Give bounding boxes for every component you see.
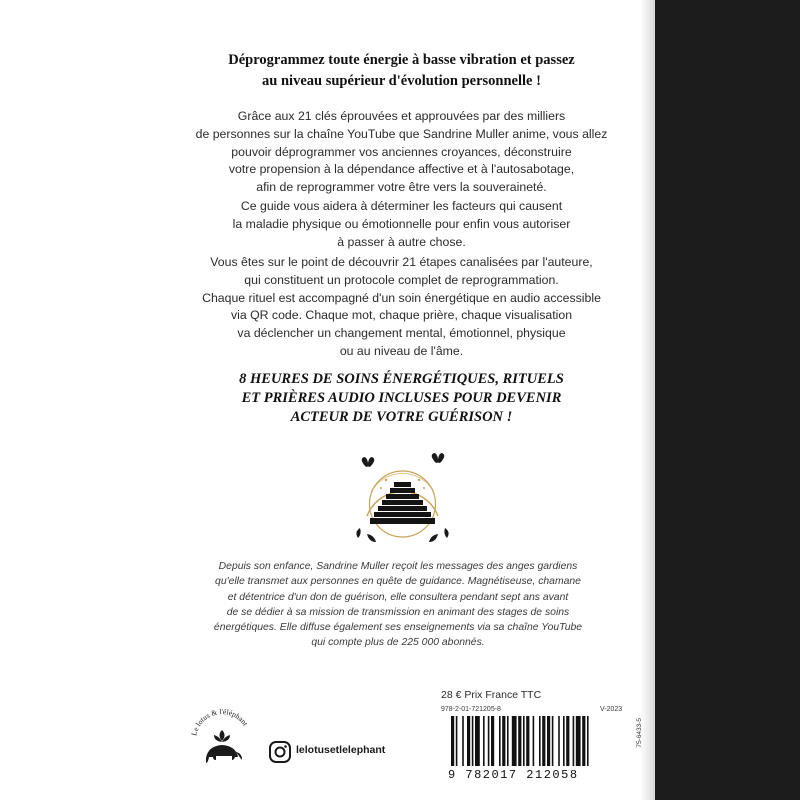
barcode-bar <box>573 716 575 766</box>
audio-callout <box>148 370 655 427</box>
isbn-text: 978-2-01-721205-8 <box>441 706 501 713</box>
barcode-bar <box>512 716 517 766</box>
bio-line: Depuis son enfance, Sandrine Muller reçoit les messages des anges gardiens <box>218 561 578 572</box>
bio-line: et détentrice d'un don de guérison, elle consultera pendant sept ans avant <box>227 591 569 603</box>
barcode-bar <box>502 716 505 766</box>
version-text: V-2023 <box>600 706 623 713</box>
barcode-bar <box>475 716 480 766</box>
book-spine <box>655 0 800 800</box>
barcode-bar <box>552 716 554 766</box>
headline <box>148 50 655 92</box>
text-line: Ce guide vous aidera à déterminer les facteurs qui causent <box>240 199 563 213</box>
barcode-bar <box>526 716 529 766</box>
bio-line: de se dédier à sa mission de transmission en animant des stages de soins <box>226 606 570 618</box>
text-line: pouvoir déprogrammer vos anciennes croyances, déconstruire <box>231 144 572 159</box>
headline-line: Déprogrammez toute énergie à basse vibration et passez <box>228 52 575 68</box>
barcode-bar <box>576 716 581 766</box>
leaf-branch <box>356 528 448 542</box>
barcode-bar <box>533 716 535 766</box>
text-line: afin de reprogrammer votre être vers la souveraineté. <box>256 180 547 195</box>
text-line: la maladie physique ou émotionnelle pour enfin vous autoriser <box>232 216 571 231</box>
barcode-bar <box>472 716 474 766</box>
barcode-bar <box>507 716 509 766</box>
text-line: Chaque rituel est accompagné d'un soin énergétique en audio accessible <box>202 290 601 305</box>
barcode-bar <box>542 716 545 766</box>
barcode-bar <box>456 716 458 766</box>
stairs <box>370 482 435 524</box>
barcode-bar <box>558 716 560 766</box>
text-line: Vous êtes sur le point de découvrir 21 étapes canalisées par l'auteure, <box>210 255 593 269</box>
instagram-handle: lelotusetlelephant <box>296 744 386 756</box>
callout-line: 8 HEURES DE SOINS ÉNERGÉTIQUES, RITUELS <box>239 371 564 387</box>
text-line: à passer à autre chose. <box>337 234 466 249</box>
stairs-emblem-icon <box>335 448 470 553</box>
price-label: 28 € Prix France TTC <box>441 689 542 701</box>
text-line: votre propension à la dépendance affective et à l'autosabotage, <box>228 162 575 177</box>
barcode-bar <box>499 716 501 766</box>
bio-line: qu'elle transmet aux personnes en quête de guidance. Magnétiseuse, chamane <box>215 576 581 588</box>
barcode-bar <box>518 716 521 766</box>
barcode-bar <box>462 716 464 766</box>
callout-line: ET PRIÈRES AUDIO INCLUSES POUR DEVENIR <box>241 390 562 406</box>
description-paragraph-1 <box>148 108 655 197</box>
svg-text:Le lotus & l'éléphant: Le lotus & l'éléphant <box>189 706 251 737</box>
barcode-bar <box>483 716 485 766</box>
author-bio <box>178 559 618 651</box>
barcode-bar <box>523 716 525 766</box>
text-line: de personnes sur la chaîne YouTube que Sandrine Muller anime, vous allez <box>195 126 608 141</box>
barcode-bar <box>563 716 565 766</box>
bio-line: énergétiques. Elle diffuse également ses enseignements via sa chaîne YouTube <box>213 622 583 634</box>
text-line: va déclencher un changement mental, émotionnel, physique <box>237 326 566 341</box>
barcode-number: 9 782017 212058 <box>448 768 579 782</box>
barcode-bar <box>587 716 589 766</box>
side-code: 75-6433-5 <box>636 718 643 748</box>
barcode-bar <box>539 716 541 766</box>
headline-line: au niveau supérieur d'évolution personnelle ! <box>262 73 541 89</box>
barcode-bar <box>582 716 585 766</box>
barcode-bar <box>566 716 569 766</box>
callout-line: ACTEUR DE VOTRE GUÉRISON ! <box>290 409 513 425</box>
butterfly-icon <box>362 453 445 467</box>
barcode-bar <box>491 716 494 766</box>
text-line: Grâce aux 21 clés éprouvées et approuvées par des milliers <box>237 109 566 123</box>
text-line: via QR code. Chaque mot, chaque prière, chaque visualisation <box>230 308 573 323</box>
description-paragraph-2 <box>148 198 655 251</box>
barcode-bar <box>547 716 550 766</box>
instagram-icon <box>268 740 292 764</box>
elephant-lotus-logo-icon <box>186 700 258 772</box>
barcode-bar <box>467 716 470 766</box>
barcode-bar <box>451 716 454 766</box>
description-paragraph-3 <box>148 254 655 361</box>
text-line: ou au niveau de l'âme. <box>339 343 464 358</box>
barcode-bar <box>488 716 490 766</box>
bio-line: qui compte plus de 225 000 abonnés. <box>311 637 485 649</box>
text-line: qui constituent un protocole complet de reprogrammation. <box>244 272 559 287</box>
